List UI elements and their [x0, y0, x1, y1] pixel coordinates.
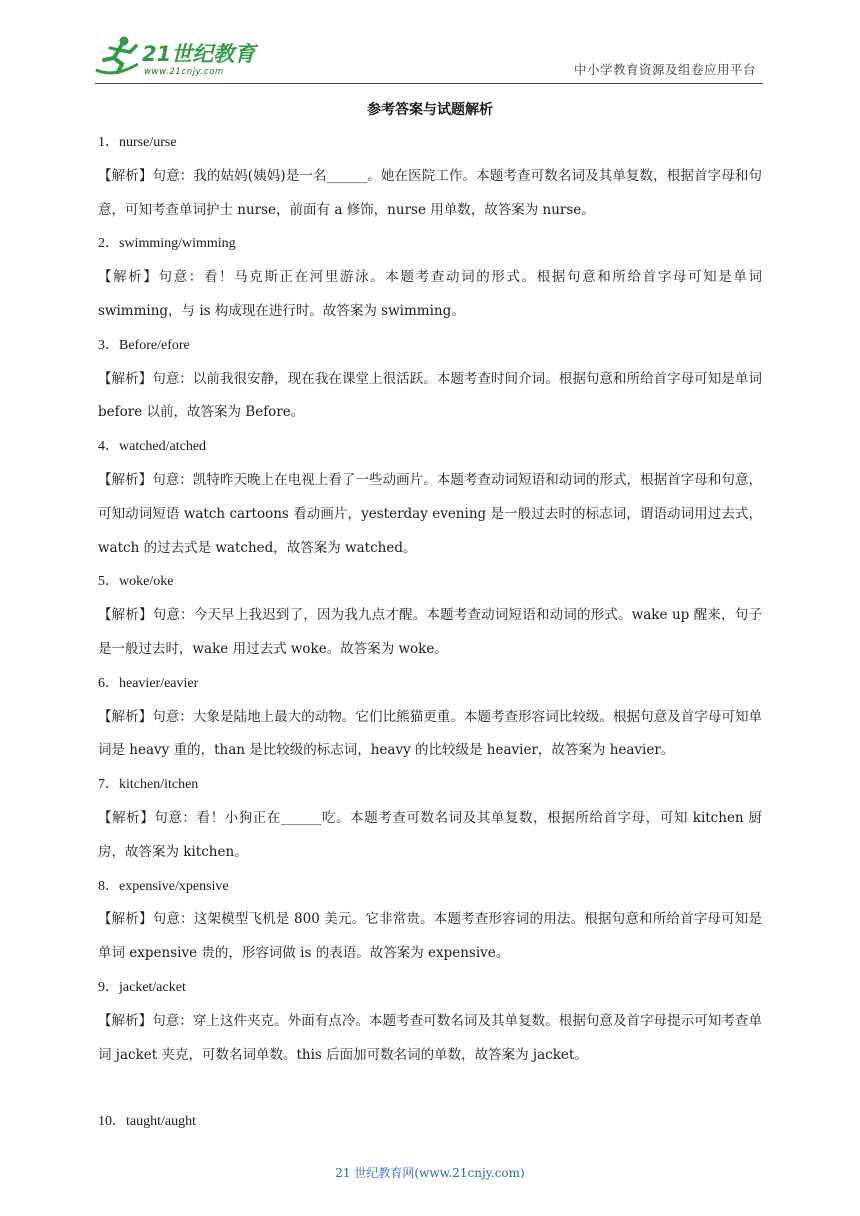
answer-text: 10．taught/aught — [98, 1114, 196, 1130]
site-logo — [92, 34, 262, 80]
answer-item-5 — [98, 565, 762, 666]
answer-text: 1．nurse/urse — [98, 135, 177, 150]
answer-item-1 — [98, 126, 762, 227]
logo-url: www.21cnjy.com — [144, 67, 224, 77]
analysis-text: 【解析】句意：凯特昨天晚上在电视上看了一些动画片。本题考查动词短语和动词的形式，根据首字母和句意，可知动词短语 watch cartoons 看动画片，yesterday evening 是一般过去时的标志词，谓语动词用过去式，watch 的过去式是 watched，故答案为 watched。 — [98, 471, 762, 556]
answer-item-7 — [98, 768, 762, 869]
analysis-text: 【解析】句意：这架模型飞机是 800 美元。它非常贵。本题考查形容词的用法。根据句意和所给首字母可知是单词 expensive 贵的，形容词做 is 的表语。故答案为 expensive。 — [98, 911, 762, 962]
page-header — [0, 0, 860, 92]
header-divider — [95, 83, 763, 84]
analysis-text: 【解析】句意：大象是陆地上最大的动物。它们比熊猫更重。本题考查形容词比较级。根据句意及首字母可知单词是 heavy 重的，than 是比较级的标志词，heavy 的比较级是 heavier，故答案为 heavier。 — [98, 708, 762, 759]
analysis-text: 【解析】句意：看！马克斯正在河里游泳。本题考查动词的形式。根据句意和所给首字母可知是单词 swimming，与 is 构成现在进行时。故答案为 swimming。 — [98, 269, 762, 319]
answer-item-9 — [98, 971, 762, 1072]
logo-text: 21世纪教育 — [142, 42, 256, 66]
answer-item-8 — [98, 870, 762, 971]
analysis-text: 【解析】句意：我的姑妈(姨妈)是一名______。她在医院工作。本题考查可数名词及其单复数，根据首字母和句意，可知考查单词护士 nurse，前面有 a 修饰，nurse 用单数，故答案为 nurse。 — [98, 167, 762, 218]
answer-item-3 — [98, 329, 762, 430]
analysis-text: 【解析】句意：看！小狗正在______吃。本题考查可数名词及其单复数，根据所给首字母，可知 kitchen 厨房，故答案为 kitchen。 — [98, 809, 762, 860]
analysis-text: 【解析】句意：穿上这件夹克。外面有点冷。本题考查可数名词及其单复数。根据句意及首字母提示可知考查单词 jacket 夹克，可数名词单数。this 后面加可数名词的单数，故答案为 jacket。 — [98, 1012, 762, 1063]
answer-text: 3．Before/efore — [98, 337, 190, 353]
answer-item-2 — [98, 227, 762, 328]
spacer — [98, 1072, 762, 1105]
answer-text: 2．swimming/wimming — [98, 236, 236, 252]
answer-text: 5．woke/oke — [98, 574, 174, 590]
answer-item-10 — [98, 1105, 762, 1139]
analysis-text: 【解析】句意：今天早上我迟到了，因为我九点才醒。本题考查动词短语和动词的形式。wake up 醒来，句子是一般过去时，wake 用过去式 woke。故答案为 woke。 — [98, 607, 762, 657]
platform-name: 中小学教育资源及组卷应用平台 — [573, 62, 756, 77]
answer-list — [98, 126, 762, 1139]
answer-item-6 — [98, 667, 762, 768]
answer-item-4 — [98, 430, 762, 565]
answer-text: 7．kitchen/itchen — [98, 777, 199, 793]
answer-text: 4．watched/atched — [98, 439, 207, 455]
page-title: 参考答案与试题解析 — [367, 102, 493, 118]
answer-text: 9．jacket/acket — [98, 979, 186, 995]
page-footer: 21 世纪教育网(www.21cnjy.com) — [335, 1166, 525, 1180]
answer-text: 8．expensive/xpensive — [98, 878, 229, 894]
logo-runner-icon — [92, 34, 262, 80]
answer-text: 6．heavier/eavier — [98, 675, 199, 691]
analysis-text: 【解析】句意：以前我很安静，现在我在课堂上很活跃。本题考查时间介词。根据句意和所给首字母可知是单词 before 以前，故答案为 Before。 — [98, 370, 762, 421]
